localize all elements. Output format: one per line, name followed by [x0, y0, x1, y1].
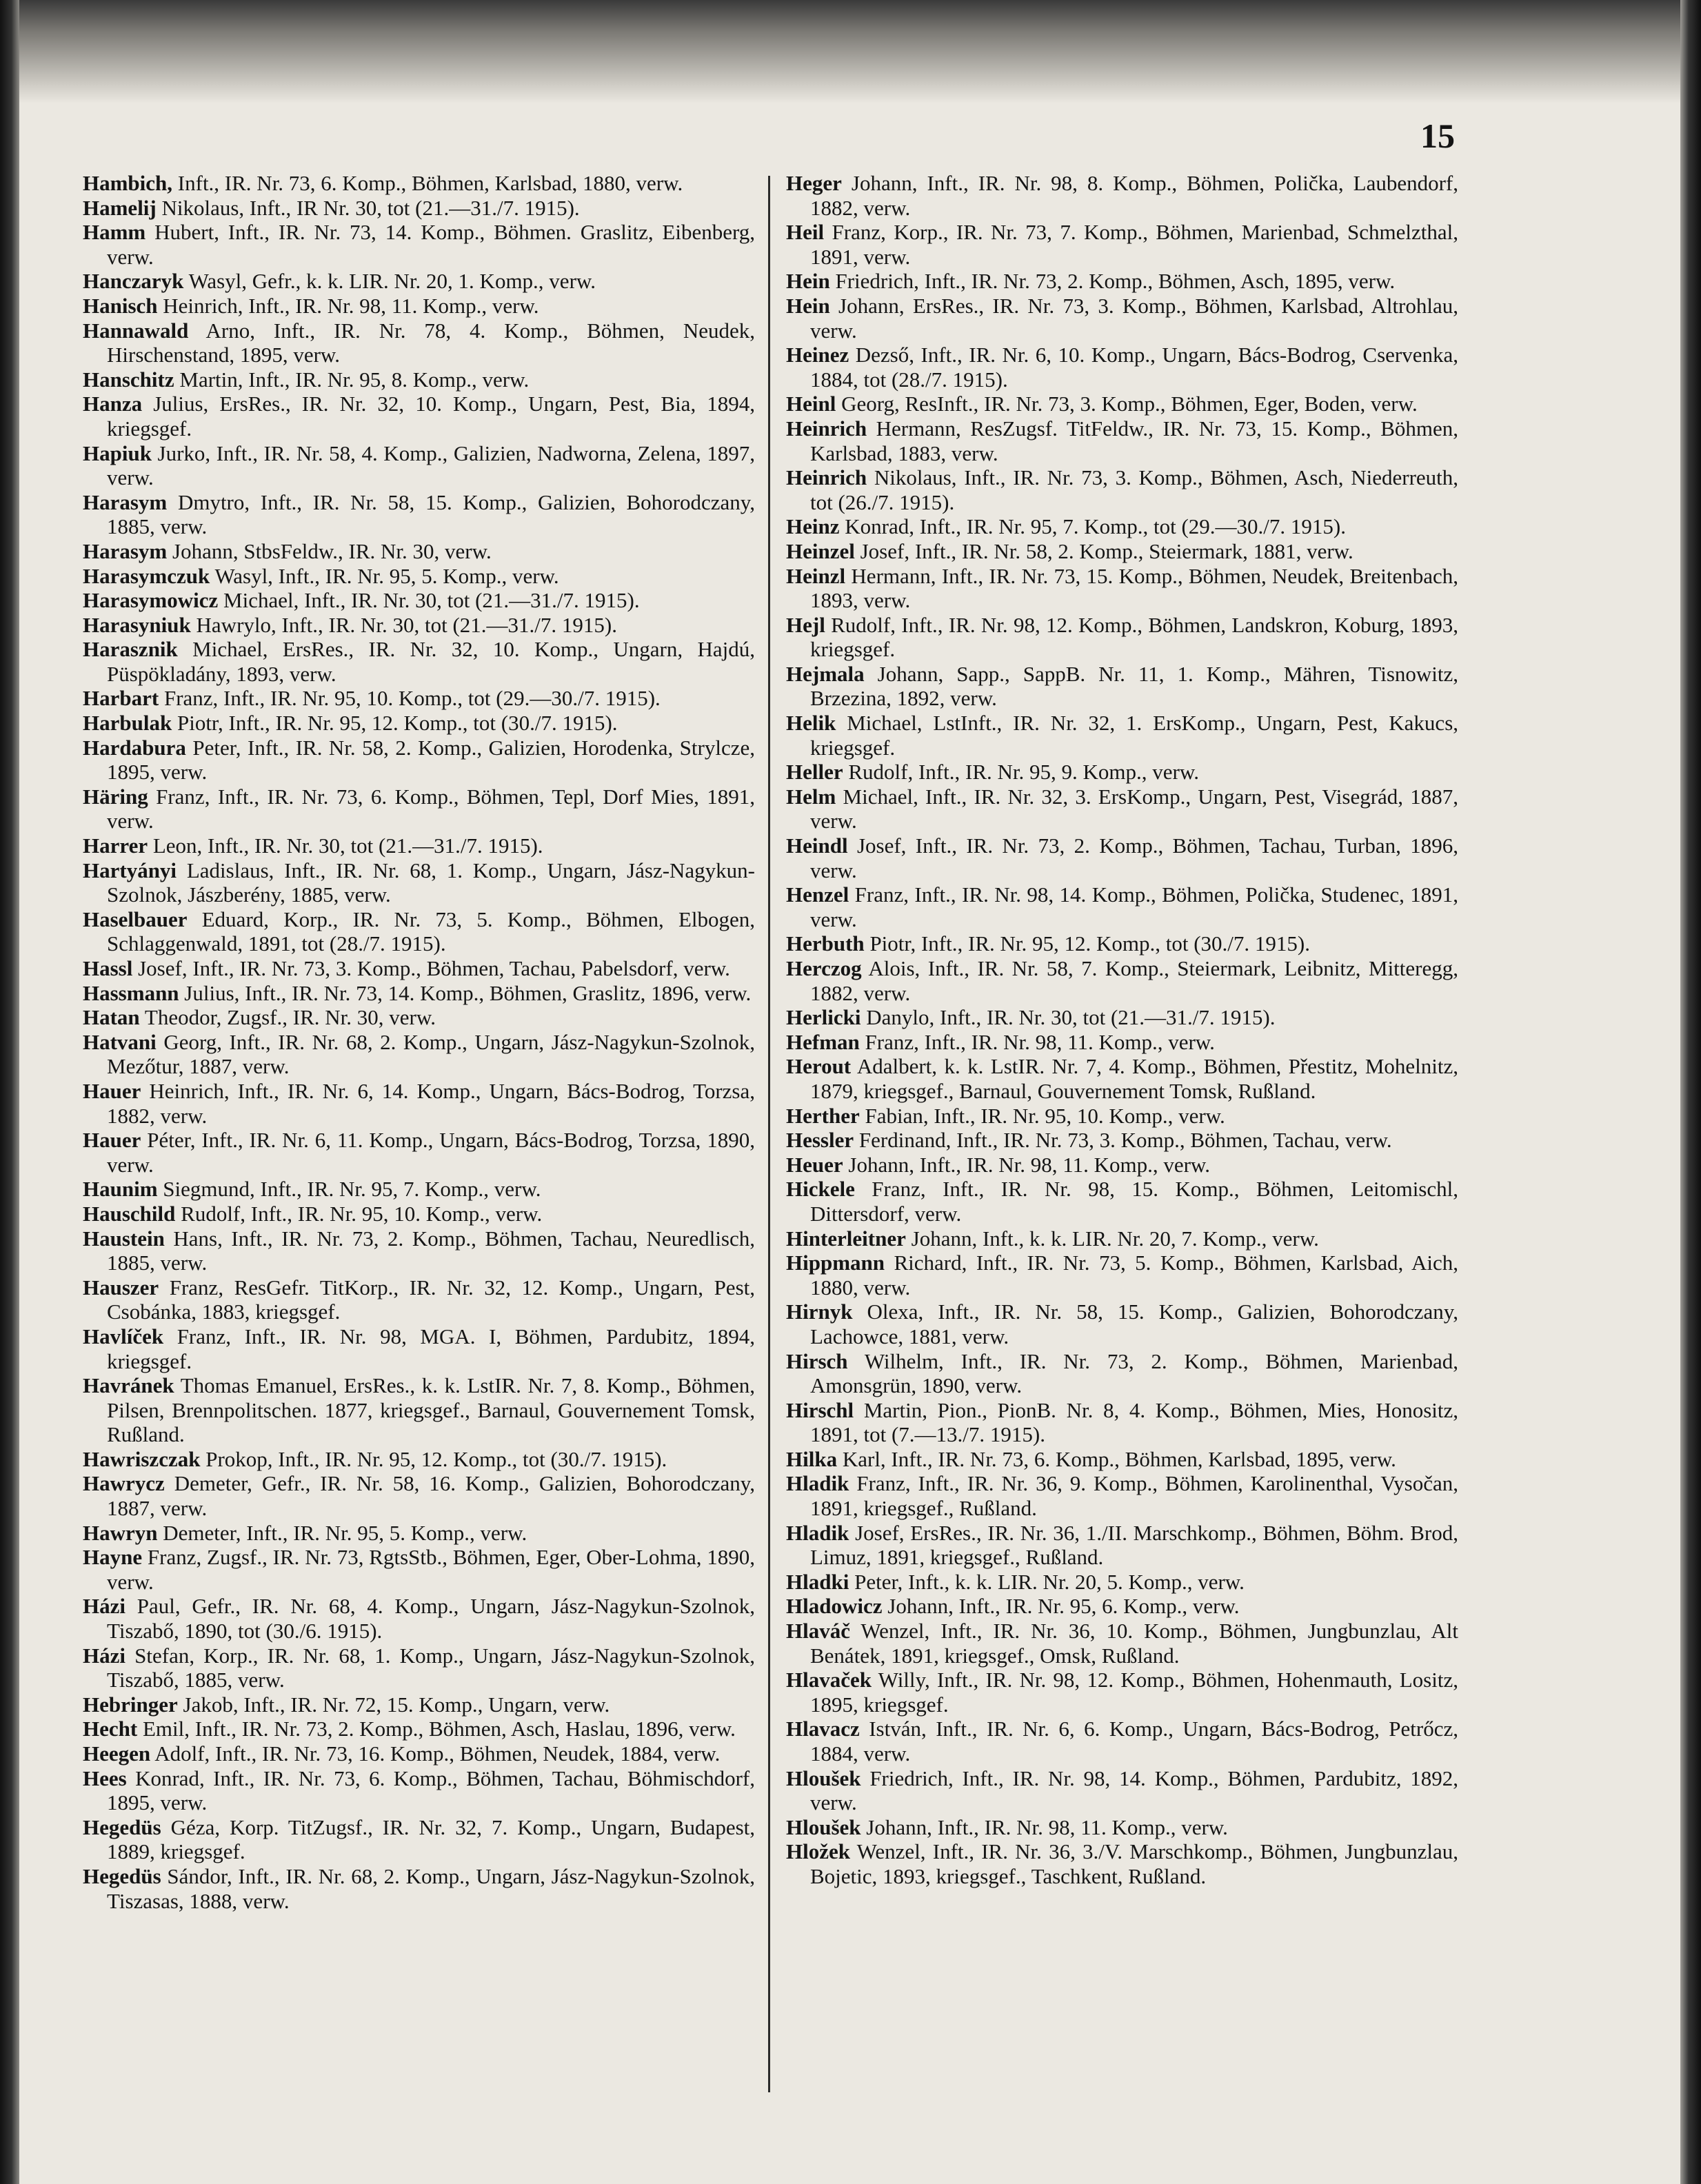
- entry-surname: Hlaváč: [786, 1619, 850, 1644]
- entry-surname: Heindl: [786, 833, 848, 858]
- entry-surname: Hilka: [786, 1446, 838, 1471]
- entry-surname: Hloušek: [786, 1766, 861, 1790]
- entry-details: Josef, ErsRes., IR. Nr. 36, 1./II. Marschkomp., Böhmen, Böhm. Brod, Limuz, 1891, kriegsgef., Rußland.: [810, 1520, 1459, 1570]
- entry-surname: Hanschitz: [83, 367, 174, 392]
- scan-edge-left: [0, 0, 19, 2184]
- entry-details: Eduard, Korp., IR. Nr. 73, 5. Komp., Böhmen, Elbogen, Schlaggenwald, 1891, tot (28./7. 1915).: [107, 907, 756, 956]
- entry-surname: Hardabura: [83, 735, 186, 760]
- entry-surname: Hein: [786, 269, 830, 294]
- register-entry: [83, 294, 755, 318]
- register-entry: [83, 956, 755, 981]
- entry-surname: Hein: [786, 293, 830, 318]
- entry-details: Michael, ErsRes., IR. Nr. 32, 10. Komp., Ungarn, Hajdú, Püspökladány, 1893, verw.: [107, 637, 755, 686]
- entry-details: Johann, Inft., IR. Nr. 98, 11. Komp., verw.: [848, 1152, 1211, 1177]
- register-entry: [786, 1226, 1458, 1251]
- entry-details: Martin, Pion., PionB. Nr. 8, 4. Komp., Böhmen, Mies, Honositz, 1891, tot (7.—13./7. 1915).: [810, 1397, 1459, 1447]
- entry-details: Johann, StbsFeldw., IR. Nr. 30, verw.: [172, 538, 492, 563]
- register-entry: [83, 1766, 755, 1815]
- entry-surname: Heegen: [83, 1741, 151, 1766]
- entry-details: Franz, ResGefr. TitKorp., IR. Nr. 32, 12. Komp., Ungarn, Pest, Csobánka, 1883, kriegsgef.: [107, 1275, 755, 1324]
- entry-details: Géza, Korp. TitZugsf., IR. Nr. 32, 7. Komp., Ungarn, Budapest, 1889, kriegsgef.: [107, 1814, 755, 1864]
- register-entry: [786, 1005, 1458, 1030]
- entry-details: Olexa, Inft., IR. Nr. 58, 15. Komp., Galizien, Bohorodczany, Lachowce, 1881, verw.: [810, 1300, 1459, 1348]
- register-entry: [786, 220, 1458, 269]
- register-entry: [83, 196, 755, 221]
- register-entry: [83, 171, 755, 196]
- register-entry: [786, 956, 1458, 1005]
- entry-surname: Haunim: [83, 1177, 158, 1202]
- register-entry: [786, 760, 1458, 785]
- entry-details: Franz, Inft., IR. Nr. 98, 15. Komp., Böhmen, Leitomischl, Dittersdorf, verw.: [810, 1177, 1458, 1226]
- entry-surname: Heinzel: [786, 538, 855, 563]
- register-entry: [786, 1717, 1458, 1766]
- entry-details: Konrad, Inft., IR. Nr. 95, 7. Komp., tot (29.—30./7. 1915).: [845, 514, 1346, 539]
- entry-surname: Hannawald: [83, 318, 189, 343]
- register-entry: [83, 564, 755, 589]
- entry-surname: Hapiuk: [83, 441, 152, 465]
- register-entry: [83, 441, 755, 490]
- right-column: [786, 171, 1458, 1889]
- register-entry: [83, 858, 755, 907]
- entry-surname: Heil: [786, 220, 825, 245]
- register-entry: [786, 514, 1458, 539]
- entry-surname: Hejl: [786, 612, 825, 637]
- entry-details: Adalbert, k. k. LstIR. Nr. 7, 4. Komp., Böhmen, Přestitz, Mohelnitz, 1879, kriegsgef., Barnaul, Gouvernement Tomsk, Rußland.: [810, 1054, 1458, 1103]
- register-entry: [83, 785, 755, 833]
- register-entry: [786, 1054, 1458, 1103]
- entry-details: Johann, Inft., IR. Nr. 95, 6. Komp., verw.: [887, 1594, 1240, 1619]
- register-entry: [83, 1373, 755, 1447]
- register-entry: [786, 1128, 1458, 1153]
- entry-details: Nikolaus, Inft., IR Nr. 30, tot (21.—31./7. 1915).: [161, 195, 580, 220]
- register-entry: [83, 1594, 755, 1643]
- entry-surname: Herlicki: [786, 1005, 861, 1030]
- entry-details: Franz, Inft., IR. Nr. 98, 14. Komp., Böhmen, Polička, Studenec, 1891, verw.: [810, 882, 1459, 931]
- entry-surname: Häring: [83, 784, 148, 809]
- entry-details: Rudolf, Inft., IR. Nr. 95, 10. Komp., verw.: [181, 1201, 543, 1226]
- entry-details: Thomas Emanuel, ErsRes., k. k. LstIR. Nr. 7, 8. Komp., Böhmen, Pilsen, Brennpolitschen. 1877, kriegsgef., Barnaul, Gouvernement Tomsk, Rußland.: [107, 1373, 755, 1447]
- entry-details: Fabian, Inft., IR. Nr. 95, 10. Komp., verw.: [865, 1103, 1225, 1128]
- entry-surname: Hebringer: [83, 1692, 178, 1717]
- entry-details: Prokop, Inft., IR. Nr. 95, 12. Komp., tot (30./7. 1915).: [205, 1446, 667, 1471]
- entry-surname: Hauszer: [83, 1275, 159, 1300]
- page-number: 15: [1420, 117, 1455, 155]
- entry-details: Inft., IR. Nr. 73, 6. Komp., Böhmen, Karlsbad, 1880, verw.: [177, 171, 683, 195]
- entry-surname: Helik: [786, 711, 836, 736]
- entry-surname: Hambich,: [83, 171, 173, 195]
- entry-surname: Hawryn: [83, 1520, 158, 1545]
- entry-surname: Hecht: [83, 1717, 138, 1741]
- register-entry: [83, 981, 755, 1006]
- register-entry: [786, 1030, 1458, 1055]
- entry-details: Julius, Inft., IR. Nr. 73, 14. Komp., Böhmen, Graslitz, 1896, verw.: [184, 980, 752, 1005]
- entry-details: Emil, Inft., IR. Nr. 73, 2. Komp., Böhmen, Asch, Haslau, 1896, verw.: [142, 1717, 736, 1741]
- entry-details: Josef, Inft., IR. Nr. 73, 2. Komp., Böhmen, Tachau, Turban, 1896, verw.: [810, 833, 1458, 882]
- entry-surname: Házi: [83, 1594, 125, 1619]
- register-entry: [83, 907, 755, 956]
- entry-details: Leon, Inft., IR. Nr. 30, tot (21.—31./7. 1915).: [152, 833, 543, 858]
- register-entry: [83, 1177, 755, 1202]
- register-entry: [83, 1128, 755, 1177]
- entry-surname: Hassmann: [83, 980, 179, 1005]
- left-column: [83, 171, 755, 1913]
- register-entry: [786, 171, 1458, 220]
- register-entry: [786, 1447, 1458, 1472]
- entry-details: Martin, Inft., IR. Nr. 95, 8. Komp., verw.: [179, 367, 530, 392]
- entry-surname: Havránek: [83, 1373, 174, 1398]
- entry-surname: Hirnyk: [786, 1300, 853, 1324]
- entry-surname: Hassl: [83, 956, 133, 980]
- register-entry: [786, 1153, 1458, 1177]
- register-entry: [83, 1741, 755, 1766]
- register-entry: [83, 1324, 755, 1373]
- register-entry: [786, 343, 1458, 392]
- entry-details: Josef, Inft., IR. Nr. 58, 2. Komp., Steiermark, 1881, verw.: [860, 538, 1353, 563]
- entry-surname: Haselbauer: [83, 907, 188, 931]
- register-entry: [83, 1545, 755, 1594]
- register-entry: [83, 1815, 755, 1864]
- entry-surname: Hayne: [83, 1545, 143, 1570]
- register-entry: [786, 465, 1458, 514]
- entry-details: Konrad, Inft., IR. Nr. 73, 6. Komp., Böhmen, Tachau, Böhmischdorf, 1895, verw.: [107, 1766, 756, 1815]
- entry-surname: Harbulak: [83, 711, 172, 736]
- register-entry: [786, 662, 1458, 711]
- entry-surname: Hippmann: [786, 1251, 885, 1275]
- entry-surname: Hladik: [786, 1520, 849, 1545]
- register-entry: [83, 1471, 755, 1520]
- entry-surname: Hees: [83, 1766, 127, 1790]
- entry-details: Paul, Gefr., IR. Nr. 68, 4. Komp., Ungarn, Jász-Nagykun-Szolnok, Tiszabő, 1890, tot (30./6. 1915).: [107, 1594, 755, 1644]
- entry-surname: Harrer: [83, 833, 148, 858]
- entry-details: Julius, ErsRes., IR. Nr. 32, 10. Komp., Ungarn, Pest, Bia, 1894, kriegsgef.: [107, 392, 756, 441]
- entry-surname: Herbuth: [786, 931, 865, 956]
- entry-surname: Harasyniuk: [83, 612, 191, 637]
- entry-details: Piotr, Inft., IR. Nr. 95, 12. Komp., tot (30./7. 1915).: [177, 711, 618, 736]
- entry-details: Georg, ResInft., IR. Nr. 73, 3. Komp., Böhmen, Eger, Boden, verw.: [841, 392, 1418, 416]
- entry-details: Demeter, Inft., IR. Nr. 95, 5. Komp., verw.: [163, 1520, 527, 1545]
- entry-details: Hawrylo, Inft., IR. Nr. 30, tot (21.—31./7. 1915).: [196, 612, 617, 637]
- entry-details: Franz, Inft., IR. Nr. 36, 9. Komp., Böhmen, Karolinenthal, Vysočan, 1891, kriegsgef., Rußland.: [810, 1471, 1458, 1521]
- register-entry: [786, 1300, 1458, 1348]
- entry-details: Richard, Inft., IR. Nr. 73, 5. Komp., Böhmen, Karlsbad, Aich, 1880, verw.: [810, 1251, 1458, 1300]
- entry-surname: Hanisch: [83, 293, 158, 318]
- entry-surname: Hawriszczak: [83, 1446, 201, 1471]
- entry-surname: Hatvani: [83, 1029, 157, 1054]
- entry-details: Theodor, Zugsf., IR. Nr. 30, verw.: [144, 1005, 436, 1030]
- entry-details: Heinrich, Inft., IR. Nr. 98, 11. Komp., verw.: [163, 293, 539, 318]
- entry-surname: Hladowicz: [786, 1594, 883, 1619]
- entry-surname: Hickele: [786, 1177, 855, 1202]
- entry-details: Franz, Inft., IR. Nr. 98, MGA. I, Böhmen, Pardubitz, 1894, kriegsgef.: [107, 1324, 755, 1373]
- entry-surname: Hamm: [83, 220, 146, 245]
- entry-surname: Hatan: [83, 1005, 140, 1030]
- entry-details: Josef, Inft., IR. Nr. 73, 3. Komp., Böhmen, Tachau, Pabelsdorf, verw.: [138, 956, 730, 980]
- register-entry: [786, 1570, 1458, 1595]
- entry-surname: Hegedüs: [83, 1814, 161, 1839]
- entry-surname: Heinzl: [786, 563, 846, 588]
- register-entry: [83, 318, 755, 367]
- entry-details: Franz, Inft., IR. Nr. 95, 10. Komp., tot (29.—30./7. 1915).: [163, 686, 661, 711]
- entry-details: Friedrich, Inft., IR. Nr. 73, 2. Komp., Böhmen, Asch, 1895, verw.: [835, 269, 1396, 294]
- entry-surname: Herout: [786, 1054, 852, 1079]
- entry-details: Alois, Inft., IR. Nr. 58, 7. Komp., Steiermark, Leibnitz, Mitteregg, 1882, verw.: [810, 956, 1458, 1005]
- register-entry: [786, 931, 1458, 956]
- entry-details: Wasyl, Gefr., k. k. LIR. Nr. 20, 1. Komp., verw.: [188, 269, 596, 294]
- register-entry: [786, 1815, 1458, 1840]
- entry-details: Peter, Inft., k. k. LIR. Nr. 20, 5. Komp., verw.: [854, 1569, 1245, 1594]
- column-divider: [768, 176, 770, 2092]
- entry-surname: Heller: [786, 760, 843, 785]
- entry-details: Johann, ErsRes., IR. Nr. 73, 3. Komp., Böhmen, Karlsbad, Altrohlau, verw.: [810, 293, 1459, 343]
- register-entry: [83, 1202, 755, 1226]
- entry-surname: Hirschl: [786, 1397, 854, 1422]
- entry-details: Wasyl, Inft., IR. Nr. 95, 5. Komp., verw.: [214, 563, 559, 588]
- entry-details: Danylo, Inft., IR. Nr. 30, tot (21.—31./7. 1915).: [866, 1005, 1276, 1030]
- entry-details: Franz, Korp., IR. Nr. 73, 7. Komp., Böhmen, Marienbad, Schmelzthal, 1891, verw.: [810, 220, 1458, 269]
- entry-surname: Harasznik: [83, 637, 178, 662]
- register-entry: [786, 1619, 1458, 1668]
- entry-surname: Hinterleitner: [786, 1226, 906, 1251]
- entry-surname: Heinrich: [786, 416, 867, 441]
- register-entry: [83, 1005, 755, 1030]
- entry-surname: Havlíček: [83, 1324, 164, 1348]
- entry-details: Dmytro, Inft., IR. Nr. 58, 15. Komp., Galizien, Bohorodczany, 1885, verw.: [107, 489, 755, 539]
- register-entry: [83, 588, 755, 613]
- register-entry: [83, 1079, 755, 1128]
- entry-details: Rudolf, Inft., IR. Nr. 95, 9. Komp., verw.: [848, 760, 1199, 785]
- register-entry: [83, 1226, 755, 1275]
- entry-details: Sándor, Inft., IR. Nr. 68, 2. Komp., Ungarn, Jász-Nagykun-Szolnok, Tiszasas, 1888, verw.: [107, 1863, 755, 1913]
- register-entry: [786, 564, 1458, 613]
- register-entry: [83, 1864, 755, 1913]
- register-entry: [786, 882, 1458, 931]
- register-entry: [83, 736, 755, 785]
- entry-surname: Helm: [786, 784, 836, 809]
- entry-surname: Hanczaryk: [83, 269, 184, 294]
- register-entry: [83, 1030, 755, 1079]
- register-entry: [786, 294, 1458, 343]
- entry-surname: Hefman: [786, 1029, 860, 1054]
- entry-details: Jakob, Inft., IR. Nr. 72, 15. Komp., Ungarn, verw.: [183, 1692, 610, 1717]
- scan-edge-right: [1680, 0, 1701, 2184]
- register-entry: [786, 711, 1458, 760]
- entry-details: Hans, Inft., IR. Nr. 73, 2. Komp., Böhmen, Tachau, Neuredlisch, 1885, verw.: [107, 1226, 756, 1275]
- entry-details: Adolf, Inft., IR. Nr. 73, 16. Komp., Böhmen, Neudek, 1884, verw.: [154, 1741, 721, 1766]
- entry-details: István, Inft., IR. Nr. 6, 6. Komp., Ungarn, Bács-Bodrog, Petrőcz, 1884, verw.: [810, 1717, 1459, 1766]
- register-entry: [786, 1104, 1458, 1129]
- entry-details: Siegmund, Inft., IR. Nr. 95, 7. Komp., verw.: [163, 1177, 541, 1202]
- entry-surname: Hegedüs: [83, 1863, 161, 1888]
- register-entry: [786, 416, 1458, 465]
- entry-surname: Hamelij: [83, 195, 157, 220]
- entry-details: Heinrich, Inft., IR. Nr. 6, 14. Komp., Ungarn, Bács-Bodrog, Torzsa, 1882, verw.: [107, 1078, 756, 1128]
- entry-details: Dezső, Inft., IR. Nr. 6, 10. Komp., Ungarn, Bács-Bodrog, Cservenka, 1884, tot (28./7. 1915).: [810, 343, 1459, 392]
- register-entry: [83, 392, 755, 441]
- entry-surname: Hloušek: [786, 1814, 861, 1839]
- register-entry: [786, 785, 1458, 833]
- entry-surname: Harbart: [83, 686, 159, 711]
- entry-details: Willy, Inft., IR. Nr. 98, 12. Komp., Böhmen, Hohenmauth, Lositz, 1895, kriegsgef.: [810, 1668, 1458, 1717]
- entry-surname: Hanza: [83, 392, 143, 416]
- entry-details: Jurko, Inft., IR. Nr. 58, 4. Komp., Galizien, Nadworna, Zelena, 1897, verw.: [107, 441, 756, 490]
- entry-surname: Hložek: [786, 1839, 850, 1864]
- register-entry: [786, 833, 1458, 882]
- entry-surname: Hladki: [786, 1569, 849, 1594]
- entry-details: Johann, Inft., IR. Nr. 98, 11. Komp., verw.: [866, 1814, 1228, 1839]
- register-entry: [786, 539, 1458, 564]
- entry-details: Hermann, ResZugsf. TitFeldw., IR. Nr. 73, 15. Komp., Böhmen, Karlsbad, 1883, verw.: [810, 416, 1458, 465]
- entry-details: Nikolaus, Inft., IR. Nr. 73, 3. Komp., Böhmen, Asch, Niederreuth, tot (26./7. 1915).: [810, 465, 1459, 514]
- register-entry: [786, 392, 1458, 416]
- entry-details: Michael, LstInft., IR. Nr. 32, 1. ErsKomp., Ungarn, Pest, Kakucs, kriegsgef.: [810, 711, 1459, 760]
- entry-details: Wenzel, Inft., IR. Nr. 36, 10. Komp., Böhmen, Jungbunzlau, Alt Benátek, 1891, kriegsgef., Omsk, Rußland.: [810, 1619, 1458, 1668]
- entry-surname: Hlavaček: [786, 1668, 872, 1692]
- entry-details: Wilhelm, Inft., IR. Nr. 73, 2. Komp., Böhmen, Marienbad, Amonsgrün, 1890, verw.: [810, 1348, 1458, 1398]
- entry-details: Hubert, Inft., IR. Nr. 73, 14. Komp., Böhmen. Graslitz, Eibenberg, verw.: [107, 220, 755, 269]
- entry-surname: Hartyányi: [83, 858, 177, 882]
- entry-details: Wenzel, Inft., IR. Nr. 36, 3./V. Marschkomp., Böhmen, Jungbunzlau, Bojetic, 1893, kriegsgef., Taschkent, Rußland.: [810, 1839, 1458, 1888]
- register-entry: [83, 1447, 755, 1472]
- entry-surname: Herther: [786, 1103, 860, 1128]
- entry-details: Ladislaus, Inft., IR. Nr. 68, 1. Komp., Ungarn, Jász-Nagykun-Szolnok, Jászberény, 1885, verw.: [107, 858, 756, 907]
- entry-details: Michael, Inft., IR. Nr. 30, tot (21.—31./7. 1915).: [223, 588, 640, 613]
- register-entry: [83, 269, 755, 294]
- entry-surname: Hawrycz: [83, 1471, 165, 1496]
- register-entry: [786, 1177, 1458, 1226]
- entry-surname: Harasymowicz: [83, 588, 219, 613]
- register-entry: [83, 1644, 755, 1692]
- entry-surname: Hejmala: [786, 661, 865, 686]
- register-entry: [83, 1717, 755, 1741]
- entry-surname: Hirsch: [786, 1348, 848, 1373]
- entry-details: Stefan, Korp., IR. Nr. 68, 1. Komp., Ungarn, Jász-Nagykun-Szolnok, Tiszabő, 1885, verw.: [107, 1643, 756, 1692]
- entry-surname: Heger: [786, 171, 842, 195]
- entry-details: Rudolf, Inft., IR. Nr. 98, 12. Komp., Böhmen, Landskron, Koburg, 1893, kriegsgef.: [810, 612, 1459, 662]
- register-entry: [83, 637, 755, 686]
- entry-surname: Hauschild: [83, 1201, 176, 1226]
- scan-shadow-top: [0, 0, 1701, 103]
- entry-details: Franz, Zugsf., IR. Nr. 73, RgtsStb., Böhmen, Eger, Ober-Lohma, 1890, verw.: [107, 1545, 755, 1594]
- entry-details: Michael, Inft., IR. Nr. 32, 3. ErsKomp., Ungarn, Pest, Visegrád, 1887, verw.: [810, 784, 1459, 833]
- register-entry: [786, 1349, 1458, 1398]
- register-entry: [83, 613, 755, 638]
- register-entry: [83, 1521, 755, 1546]
- register-entry: [786, 613, 1458, 662]
- entry-surname: Heinz: [786, 514, 840, 539]
- register-entry: [786, 1594, 1458, 1619]
- register-entry: [786, 1668, 1458, 1717]
- register-entry: [786, 1471, 1458, 1520]
- register-entry: [786, 1398, 1458, 1447]
- entry-details: Johann, Inft., IR. Nr. 98, 8. Komp., Böhmen, Polička, Laubendorf, 1882, verw.: [810, 171, 1459, 220]
- register-entry: [786, 1251, 1458, 1300]
- entry-details: Arno, Inft., IR. Nr. 78, 4. Komp., Böhmen, Neudek, Hirschenstand, 1895, verw.: [107, 318, 755, 367]
- entry-surname: Heinl: [786, 392, 836, 416]
- register-entry: [83, 220, 755, 269]
- entry-surname: Herczog: [786, 956, 862, 980]
- entry-surname: Hessler: [786, 1128, 854, 1153]
- entry-surname: Heuer: [786, 1152, 843, 1177]
- entry-surname: Harasym: [83, 538, 168, 563]
- entry-details: Franz, Inft., IR. Nr. 73, 6. Komp., Böhmen, Tepl, Dorf Mies, 1891, verw.: [107, 784, 755, 833]
- entry-surname: Heinez: [786, 343, 849, 367]
- register-entry: [83, 539, 755, 564]
- entry-surname: Henzel: [786, 882, 849, 907]
- entry-surname: Heinrich: [786, 465, 867, 490]
- entry-details: Piotr, Inft., IR. Nr. 95, 12. Komp., tot (30./7. 1915).: [869, 931, 1310, 956]
- register-entry: [786, 1766, 1458, 1815]
- entry-surname: Hlavacz: [786, 1717, 860, 1741]
- register-entry: [786, 1839, 1458, 1888]
- entry-surname: Házi: [83, 1643, 125, 1668]
- entry-surname: Haustein: [83, 1226, 165, 1251]
- entry-surname: Hauer: [83, 1078, 141, 1103]
- entry-details: Demeter, Gefr., IR. Nr. 58, 16. Komp., Galizien, Bohorodczany, 1887, verw.: [107, 1471, 755, 1521]
- entry-surname: Hladik: [786, 1471, 849, 1496]
- entry-details: Hermann, Inft., IR. Nr. 73, 15. Komp., Böhmen, Neudek, Breitenbach, 1893, verw.: [810, 563, 1458, 613]
- entry-details: Friedrich, Inft., IR. Nr. 98, 14. Komp., Böhmen, Pardubitz, 1892, verw.: [810, 1766, 1459, 1815]
- entry-details: Ferdinand, Inft., IR. Nr. 73, 3. Komp., Böhmen, Tachau, verw.: [858, 1128, 1392, 1153]
- register-entry: [83, 1692, 755, 1717]
- register-entry: [83, 686, 755, 711]
- entry-details: Peter, Inft., IR. Nr. 58, 2. Komp., Galizien, Horodenka, Strylcze, 1895, verw.: [107, 735, 756, 785]
- register-entry: [786, 269, 1458, 294]
- register-entry: [83, 833, 755, 858]
- entry-details: Johann, Sapp., SappB. Nr. 11, 1. Komp., Mähren, Tisnowitz, Brzezina, 1892, verw.: [810, 661, 1459, 711]
- entry-details: Johann, Inft., k. k. LIR. Nr. 20, 7. Komp., verw.: [911, 1226, 1319, 1251]
- register-entry: [83, 490, 755, 539]
- entry-details: Georg, Inft., IR. Nr. 68, 2. Komp., Ungarn, Jász-Nagykun-Szolnok, Mezőtur, 1887, verw.: [107, 1029, 755, 1079]
- entry-details: Karl, Inft., IR. Nr. 73, 6. Komp., Böhmen, Karlsbad, 1895, verw.: [842, 1446, 1396, 1471]
- entry-surname: Hauer: [83, 1128, 141, 1153]
- register-entry: [83, 711, 755, 736]
- entry-details: Franz, Inft., IR. Nr. 98, 11. Komp., verw.: [865, 1029, 1215, 1054]
- entry-surname: Harasym: [83, 489, 168, 514]
- register-entry: [83, 1275, 755, 1324]
- register-entry: [786, 1521, 1458, 1570]
- entry-details: Péter, Inft., IR. Nr. 6, 11. Komp., Ungarn, Bács-Bodrog, Torzsa, 1890, verw.: [107, 1128, 756, 1177]
- register-entry: [83, 367, 755, 392]
- entry-surname: Harasymczuk: [83, 563, 210, 588]
